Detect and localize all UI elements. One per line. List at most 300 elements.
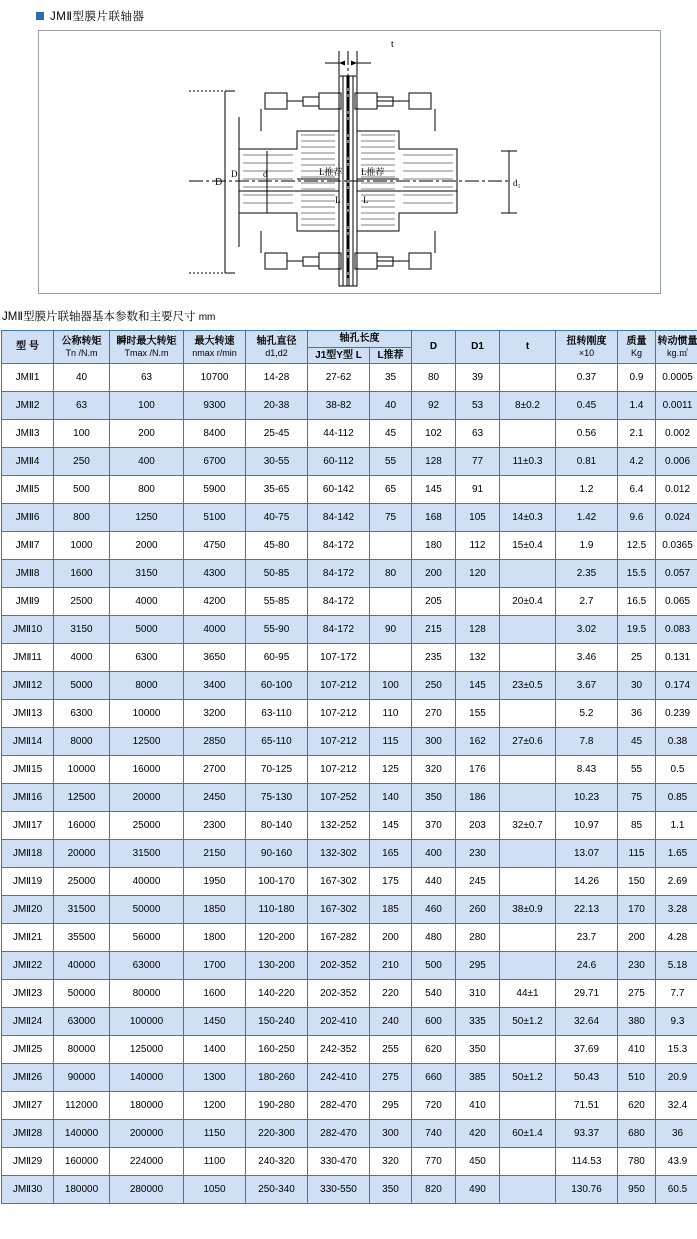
cell-mass: 680: [618, 1120, 656, 1148]
cell-outer-diameter: 660: [412, 1064, 456, 1092]
cell-bore-length-rec: 110: [370, 700, 412, 728]
cell-t-gap: [500, 560, 556, 588]
table-row: [2, 616, 697, 644]
table-row: [2, 504, 697, 532]
table-row: [2, 728, 697, 756]
cell-bore-length-y: 330-550: [308, 1176, 370, 1204]
table-row: [2, 1148, 697, 1176]
cell-max-speed: 2300: [184, 812, 246, 840]
cell-max-speed: 9300: [184, 392, 246, 420]
cell-torsional-stiffness: 114.53: [556, 1148, 618, 1176]
cell-outer-diameter: 205: [412, 588, 456, 616]
cell-outer-diameter: 740: [412, 1120, 456, 1148]
cell-bore-diameter: 100-170: [246, 868, 308, 896]
cell-D1: 490: [456, 1176, 500, 1204]
cell-t-gap: 23±0.5: [500, 672, 556, 700]
cell-mass: 275: [618, 980, 656, 1008]
cell-bore-length-rec: 295: [370, 1092, 412, 1120]
cell-bore-length-rec: 35: [370, 364, 412, 392]
table-row: [2, 1120, 697, 1148]
cell-torsional-stiffness: 71.51: [556, 1092, 618, 1120]
col-bore-len-rec: L推荐: [370, 347, 412, 364]
label-d1: d₁: [513, 178, 521, 188]
cell-max-torque: 100: [110, 392, 184, 420]
cell-bore-diameter: 55-90: [246, 616, 308, 644]
cell-bore-diameter: 220-300: [246, 1120, 308, 1148]
cell-bore-diameter: 80-140: [246, 812, 308, 840]
col-nmax-title: 最大转速: [194, 336, 235, 348]
cell-t-gap: [500, 868, 556, 896]
cell-torsional-stiffness: 32.64: [556, 1008, 618, 1036]
coupling-drawing-svg: [39, 31, 661, 291]
cell-max-speed: 1100: [184, 1148, 246, 1176]
cell-torsional-stiffness: 1.9: [556, 532, 618, 560]
cell-bore-length-y: 330-470: [308, 1148, 370, 1176]
cell-torsional-stiffness: 3.67: [556, 672, 618, 700]
cell-torsional-stiffness: 13.07: [556, 840, 618, 868]
cell-t-gap: 20±0.4: [500, 588, 556, 616]
cell-max-torque: 224000: [110, 1148, 184, 1176]
table-section-title-text: JMⅡ型膜片联轴器基本参数和主要尺寸: [2, 311, 196, 323]
cell-bore-length-y: 107-252: [308, 784, 370, 812]
cell-D1: 132: [456, 644, 500, 672]
table-row: [2, 1092, 697, 1120]
cell-D1: 77: [456, 448, 500, 476]
cell-D1: 410: [456, 1092, 500, 1120]
cell-max-torque: 50000: [110, 896, 184, 924]
cell-max-torque: 100000: [110, 1008, 184, 1036]
cell-max-torque: 2000: [110, 532, 184, 560]
cell-max-speed: 1150: [184, 1120, 246, 1148]
cell-nominal-torque: 50000: [54, 980, 110, 1008]
col-t: t: [500, 331, 556, 364]
cell-D1: 350: [456, 1036, 500, 1064]
cell-bore-length-rec: 100: [370, 672, 412, 700]
cell-torsional-stiffness: 1.42: [556, 504, 618, 532]
cell-max-torque: 31500: [110, 840, 184, 868]
col-mass: [618, 331, 656, 364]
cell-bore-diameter: 90-160: [246, 840, 308, 868]
cell-outer-diameter: 300: [412, 728, 456, 756]
spec-table-head: [2, 331, 697, 364]
cell-t-gap: 14±0.3: [500, 504, 556, 532]
cell-t-gap: [500, 476, 556, 504]
col-mass-title: 质量: [626, 336, 647, 348]
cell-torsional-stiffness: 50.43: [556, 1064, 618, 1092]
cell-inertia: 0.0005: [656, 364, 697, 392]
cell-model: JMⅡ4: [2, 448, 54, 476]
cell-t-gap: 27±0.6: [500, 728, 556, 756]
cell-bore-length-y: 202-410: [308, 1008, 370, 1036]
cell-torsional-stiffness: 93.37: [556, 1120, 618, 1148]
cell-t-gap: [500, 364, 556, 392]
cell-max-speed: 4300: [184, 560, 246, 588]
cell-D1: 245: [456, 868, 500, 896]
table-row: [2, 364, 697, 392]
col-bore-unit: d1,d2: [265, 347, 288, 358]
cell-bore-length-rec: 75: [370, 504, 412, 532]
cell-bore-diameter: 60-95: [246, 644, 308, 672]
cell-bore-length-y: 132-302: [308, 840, 370, 868]
cell-max-speed: 1700: [184, 952, 246, 980]
cell-bore-length-y: 107-212: [308, 756, 370, 784]
cell-model: JMⅡ19: [2, 868, 54, 896]
cell-bore-diameter: 40-75: [246, 504, 308, 532]
cell-max-speed: 2850: [184, 728, 246, 756]
table-row: [2, 1176, 697, 1204]
cell-max-torque: 63000: [110, 952, 184, 980]
cell-torsional-stiffness: 8.43: [556, 756, 618, 784]
cell-inertia: 5.18: [656, 952, 697, 980]
cell-inertia: 0.0365: [656, 532, 697, 560]
cell-nominal-torque: 40: [54, 364, 110, 392]
cell-bore-diameter: 150-240: [246, 1008, 308, 1036]
cell-bore-length-rec: 240: [370, 1008, 412, 1036]
cell-nominal-torque: 90000: [54, 1064, 110, 1092]
cell-nominal-torque: 160000: [54, 1148, 110, 1176]
cell-D1: 128: [456, 616, 500, 644]
cell-bore-length-rec: 300: [370, 1120, 412, 1148]
cell-bore-length-rec: 210: [370, 952, 412, 980]
cell-bore-diameter: 70-125: [246, 756, 308, 784]
cell-nominal-torque: 250: [54, 448, 110, 476]
cell-inertia: 2.69: [656, 868, 697, 896]
cell-bore-diameter: 14-28: [246, 364, 308, 392]
cell-mass: 25: [618, 644, 656, 672]
cell-mass: 200: [618, 924, 656, 952]
cell-bore-length-y: 282-470: [308, 1120, 370, 1148]
cell-max-torque: 4000: [110, 588, 184, 616]
cell-D1: 155: [456, 700, 500, 728]
cell-mass: 6.4: [618, 476, 656, 504]
table-row: [2, 924, 697, 952]
cell-mass: 380: [618, 1008, 656, 1036]
cell-torsional-stiffness: 22.13: [556, 896, 618, 924]
cell-outer-diameter: 128: [412, 448, 456, 476]
cell-bore-length-rec: 255: [370, 1036, 412, 1064]
cell-torsional-stiffness: 0.45: [556, 392, 618, 420]
cell-t-gap: [500, 1148, 556, 1176]
cell-mass: 510: [618, 1064, 656, 1092]
cell-t-gap: [500, 616, 556, 644]
cell-model: JMⅡ27: [2, 1092, 54, 1120]
cell-bore-length-rec: [370, 644, 412, 672]
cell-bore-diameter: 55-85: [246, 588, 308, 616]
cell-outer-diameter: 600: [412, 1008, 456, 1036]
col-bore-len-y: J1型Y型 L: [308, 347, 370, 364]
table-row: [2, 952, 697, 980]
col-stiffness: [556, 331, 618, 364]
cell-t-gap: [500, 924, 556, 952]
spec-table-body: [2, 364, 697, 1204]
cell-D1: 112: [456, 532, 500, 560]
cell-nominal-torque: 2500: [54, 588, 110, 616]
cell-model: JMⅡ17: [2, 812, 54, 840]
cell-outer-diameter: 480: [412, 924, 456, 952]
cell-mass: 170: [618, 896, 656, 924]
cell-bore-length-y: 84-172: [308, 588, 370, 616]
cell-t-gap: [500, 840, 556, 868]
cell-mass: 19.5: [618, 616, 656, 644]
cell-inertia: 0.057: [656, 560, 697, 588]
coupling-drawing-figure: [38, 30, 661, 294]
cell-max-speed: 3200: [184, 700, 246, 728]
cell-max-torque: 80000: [110, 980, 184, 1008]
cell-model: JMⅡ21: [2, 924, 54, 952]
cell-torsional-stiffness: 130.76: [556, 1176, 618, 1204]
cell-model: JMⅡ25: [2, 1036, 54, 1064]
cell-model: JMⅡ5: [2, 476, 54, 504]
cell-t-gap: 50±1.2: [500, 1064, 556, 1092]
cell-inertia: 0.0011: [656, 392, 697, 420]
cell-bore-length-y: 84-172: [308, 560, 370, 588]
table-row: [2, 980, 697, 1008]
cell-t-gap: 60±1.4: [500, 1120, 556, 1148]
cell-bore-length-rec: 65: [370, 476, 412, 504]
cell-bore-length-y: 202-352: [308, 952, 370, 980]
cell-D1: 53: [456, 392, 500, 420]
cell-inertia: 9.3: [656, 1008, 697, 1036]
cell-model: JMⅡ10: [2, 616, 54, 644]
table-row: [2, 812, 697, 840]
cell-max-speed: 1600: [184, 980, 246, 1008]
cell-max-torque: 200: [110, 420, 184, 448]
cell-bore-length-y: 167-302: [308, 896, 370, 924]
cell-mass: 115: [618, 840, 656, 868]
spec-table: [1, 330, 697, 1204]
cell-D1: 450: [456, 1148, 500, 1176]
cell-max-torque: 56000: [110, 924, 184, 952]
cell-bore-diameter: 30-55: [246, 448, 308, 476]
cell-outer-diameter: 200: [412, 560, 456, 588]
cell-mass: 410: [618, 1036, 656, 1064]
label-d: d: [263, 169, 268, 179]
cell-model: JMⅡ30: [2, 1176, 54, 1204]
cell-t-gap: 11±0.3: [500, 448, 556, 476]
cell-max-torque: 140000: [110, 1064, 184, 1092]
cell-bore-length-rec: 185: [370, 896, 412, 924]
cell-model: JMⅡ13: [2, 700, 54, 728]
cell-mass: 15.5: [618, 560, 656, 588]
cell-model: JMⅡ14: [2, 728, 54, 756]
col-tn: [54, 331, 110, 364]
cell-D1: [456, 588, 500, 616]
cell-torsional-stiffness: 37.69: [556, 1036, 618, 1064]
cell-t-gap: [500, 420, 556, 448]
table-row: [2, 1008, 697, 1036]
col-D: D: [412, 331, 456, 364]
cell-max-speed: 1300: [184, 1064, 246, 1092]
cell-max-speed: 1450: [184, 1008, 246, 1036]
cell-outer-diameter: 145: [412, 476, 456, 504]
table-row: [2, 420, 697, 448]
cell-nominal-torque: 10000: [54, 756, 110, 784]
cell-inertia: 0.239: [656, 700, 697, 728]
cell-outer-diameter: 620: [412, 1036, 456, 1064]
col-stiffness-unit: ×10: [578, 347, 595, 358]
cell-outer-diameter: 460: [412, 896, 456, 924]
label-L-left2: L: [335, 195, 341, 205]
cell-max-torque: 180000: [110, 1092, 184, 1120]
cell-bore-length-y: 107-212: [308, 728, 370, 756]
cell-model: JMⅡ23: [2, 980, 54, 1008]
cell-mass: 9.6: [618, 504, 656, 532]
cell-torsional-stiffness: 0.56: [556, 420, 618, 448]
cell-D1: 186: [456, 784, 500, 812]
cell-mass: 0.9: [618, 364, 656, 392]
cell-max-torque: 400: [110, 448, 184, 476]
cell-mass: 36: [618, 700, 656, 728]
cell-nominal-torque: 140000: [54, 1120, 110, 1148]
table-row: [2, 840, 697, 868]
col-model: 型 号: [2, 331, 54, 364]
col-nmax: [184, 331, 246, 364]
cell-bore-length-y: 60-112: [308, 448, 370, 476]
cell-max-torque: 6300: [110, 644, 184, 672]
cell-inertia: 0.131: [656, 644, 697, 672]
cell-bore-length-y: 84-172: [308, 616, 370, 644]
cell-torsional-stiffness: 7.8: [556, 728, 618, 756]
cell-D1: 91: [456, 476, 500, 504]
cell-torsional-stiffness: 1.2: [556, 476, 618, 504]
table-row: [2, 868, 697, 896]
cell-nominal-torque: 8000: [54, 728, 110, 756]
cell-model: JMⅡ28: [2, 1120, 54, 1148]
cell-outer-diameter: 168: [412, 504, 456, 532]
cell-max-speed: 3400: [184, 672, 246, 700]
cell-nominal-torque: 3150: [54, 616, 110, 644]
cell-bore-length-rec: 140: [370, 784, 412, 812]
col-tn-unit: Tn /N.m: [65, 347, 98, 358]
cell-bore-length-rec: [370, 532, 412, 560]
cell-D1: 39: [456, 364, 500, 392]
cell-torsional-stiffness: 24.6: [556, 952, 618, 980]
cell-inertia: 0.002: [656, 420, 697, 448]
cell-bore-diameter: 250-340: [246, 1176, 308, 1204]
cell-mass: 30: [618, 672, 656, 700]
cell-torsional-stiffness: 5.2: [556, 700, 618, 728]
cell-nominal-torque: 31500: [54, 896, 110, 924]
cell-nominal-torque: 1600: [54, 560, 110, 588]
cell-t-gap: [500, 644, 556, 672]
cell-torsional-stiffness: 10.23: [556, 784, 618, 812]
cell-bore-diameter: 25-45: [246, 420, 308, 448]
cell-mass: 1.4: [618, 392, 656, 420]
cell-max-speed: 6700: [184, 448, 246, 476]
cell-nominal-torque: 40000: [54, 952, 110, 980]
cell-nominal-torque: 16000: [54, 812, 110, 840]
cell-nominal-torque: 80000: [54, 1036, 110, 1064]
cell-outer-diameter: 440: [412, 868, 456, 896]
cell-torsional-stiffness: 2.7: [556, 588, 618, 616]
cell-torsional-stiffness: 29.71: [556, 980, 618, 1008]
col-tmax-unit: Tmax /N.m: [124, 347, 169, 358]
label-D: D: [215, 177, 223, 188]
cell-t-gap: 50±1.2: [500, 1008, 556, 1036]
cell-max-speed: 1200: [184, 1092, 246, 1120]
cell-bore-length-rec: 165: [370, 840, 412, 868]
cell-max-torque: 63: [110, 364, 184, 392]
cell-mass: 45: [618, 728, 656, 756]
cell-model: JMⅡ3: [2, 420, 54, 448]
cell-model: JMⅡ26: [2, 1064, 54, 1092]
cell-bore-length-rec: 220: [370, 980, 412, 1008]
cell-model: JMⅡ11: [2, 644, 54, 672]
cell-D1: 295: [456, 952, 500, 980]
col-tmax: [110, 331, 184, 364]
cell-max-speed: 10700: [184, 364, 246, 392]
cell-outer-diameter: 720: [412, 1092, 456, 1120]
cell-max-speed: 5900: [184, 476, 246, 504]
table-row: [2, 560, 697, 588]
cell-outer-diameter: 80: [412, 364, 456, 392]
cell-max-torque: 10000: [110, 700, 184, 728]
cell-mass: 150: [618, 868, 656, 896]
cell-max-torque: 800: [110, 476, 184, 504]
cell-D1: 120: [456, 560, 500, 588]
cell-model: JMⅡ18: [2, 840, 54, 868]
cell-bore-length-rec: 40: [370, 392, 412, 420]
cell-mass: 12.5: [618, 532, 656, 560]
cell-nominal-torque: 5000: [54, 672, 110, 700]
header-row-1: [2, 331, 697, 348]
cell-inertia: 4.28: [656, 924, 697, 952]
cell-inertia: 0.065: [656, 588, 697, 616]
cell-D1: 203: [456, 812, 500, 840]
cell-nominal-torque: 35500: [54, 924, 110, 952]
cell-outer-diameter: 102: [412, 420, 456, 448]
cell-bore-length-y: 132-252: [308, 812, 370, 840]
cell-max-speed: 1850: [184, 896, 246, 924]
cell-max-torque: 3150: [110, 560, 184, 588]
cell-max-torque: 125000: [110, 1036, 184, 1064]
cell-inertia: 0.85: [656, 784, 697, 812]
cell-D1: 385: [456, 1064, 500, 1092]
cell-model: JMⅡ22: [2, 952, 54, 980]
table-section-unit: mm: [198, 312, 216, 323]
cell-mass: 620: [618, 1092, 656, 1120]
cell-bore-diameter: 63-110: [246, 700, 308, 728]
cell-outer-diameter: 270: [412, 700, 456, 728]
table-row: [2, 588, 697, 616]
cell-outer-diameter: 500: [412, 952, 456, 980]
col-bore-title: 轴孔直径: [256, 336, 297, 348]
cell-model: JMⅡ20: [2, 896, 54, 924]
table-section-title: [0, 294, 697, 330]
cell-t-gap: 15±0.4: [500, 532, 556, 560]
cell-max-speed: 1800: [184, 924, 246, 952]
cell-bore-length-rec: [370, 588, 412, 616]
cell-bore-diameter: 45-80: [246, 532, 308, 560]
cell-inertia: 7.7: [656, 980, 697, 1008]
cell-inertia: 0.5: [656, 756, 697, 784]
cell-bore-length-y: 60-142: [308, 476, 370, 504]
col-nmax-unit: nmax r/min: [192, 347, 237, 358]
cell-nominal-torque: 800: [54, 504, 110, 532]
col-bore-length-group: 轴孔长度: [308, 331, 412, 348]
cell-max-torque: 8000: [110, 672, 184, 700]
cell-bore-diameter: 240-320: [246, 1148, 308, 1176]
label-D1: D₁: [231, 169, 241, 179]
cell-max-speed: 1050: [184, 1176, 246, 1204]
cell-bore-length-y: 84-142: [308, 504, 370, 532]
col-bore: [246, 331, 308, 364]
table-row: [2, 756, 697, 784]
label-L-right2: L: [363, 195, 369, 205]
cell-D1: 335: [456, 1008, 500, 1036]
cell-t-gap: 38±0.9: [500, 896, 556, 924]
cell-inertia: 0.024: [656, 504, 697, 532]
